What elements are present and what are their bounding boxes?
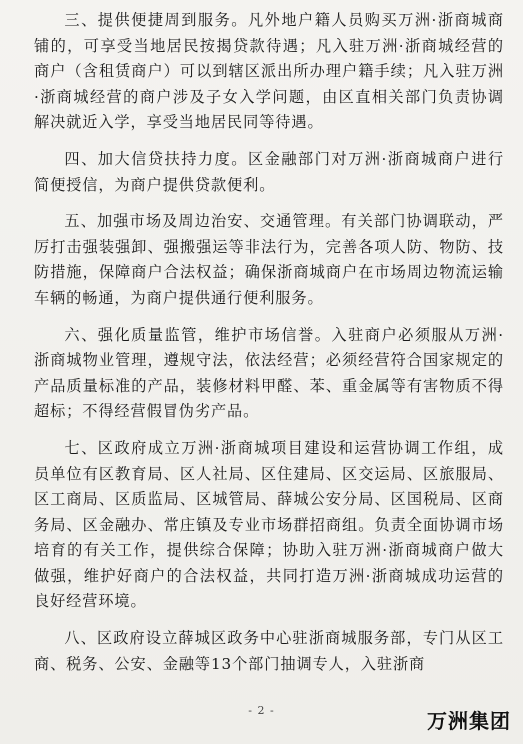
paragraph-5: 五、加强市场及周边治安、交通管理。有关部门协调联动，严厉打击强装强卸、强搬强运等非法行为，完善各项人防、物防、技防措施，保障商户合法权益；确保浙商城商户在市场周边物流运输车辆的畅通，为商户提供通行便利服务。	[34, 212, 504, 307]
paragraph-3: 三、提供便捷周到服务。凡外地户籍人员购买万洲·浙商城商铺的，可享受当地居民按揭贷款待遇；凡入驻万洲·浙商城经营的商户（含租赁商户）可以到辖区派出所办理户籍手续；凡入驻万洲·浙商城经营的商户涉及子女入学问题，由区直相关部门负责协调解决就近入学，享受当地居民同等待遇。	[34, 11, 504, 132]
paragraph-6: 六、强化质量监管，维护市场信誉。入驻商户必须服从万洲·浙商城物业管理，遵规守法，依法经营；必须经营符合国家规定的产品质量标准的产品，装修材料甲醛、苯、重金属等有害物质不得超标；不得经营假冒伪劣产品。	[34, 325, 504, 421]
paragraph-4: 四、加大信贷扶持力度。区金融部门对万洲·浙商城商户进行简便授信，为商户提供贷款便利。	[34, 149, 504, 194]
document-body	[34, 8, 504, 688]
brand-watermark: 万洲集团	[427, 709, 511, 733]
paragraph-8: 八、区政府设立薛城区政务中心驻浙商城服务部，专门从区工商、税务、公安、金融等13个部门抽调专人，入驻浙商	[34, 629, 504, 673]
paragraph-7: 七、区政府成立万洲·浙商城项目建设和运营协调工作组，成员单位有区教育局、区人社局、区住建局、区交运局、区旅服局、区工商局、区质监局、区城管局、薛城公安分局、区国税局、区商务局、区金融办、常庄镇及专业市场群招商组。负责全面协调市场培育的有关工作，提供综合保障；协助入驻万洲·浙商城商户做大做强，维护好商户的合法权益，共同打造万洲·浙商城成功运营的良好经营环境。	[34, 438, 504, 611]
page-number: - 2 -	[248, 704, 275, 717]
